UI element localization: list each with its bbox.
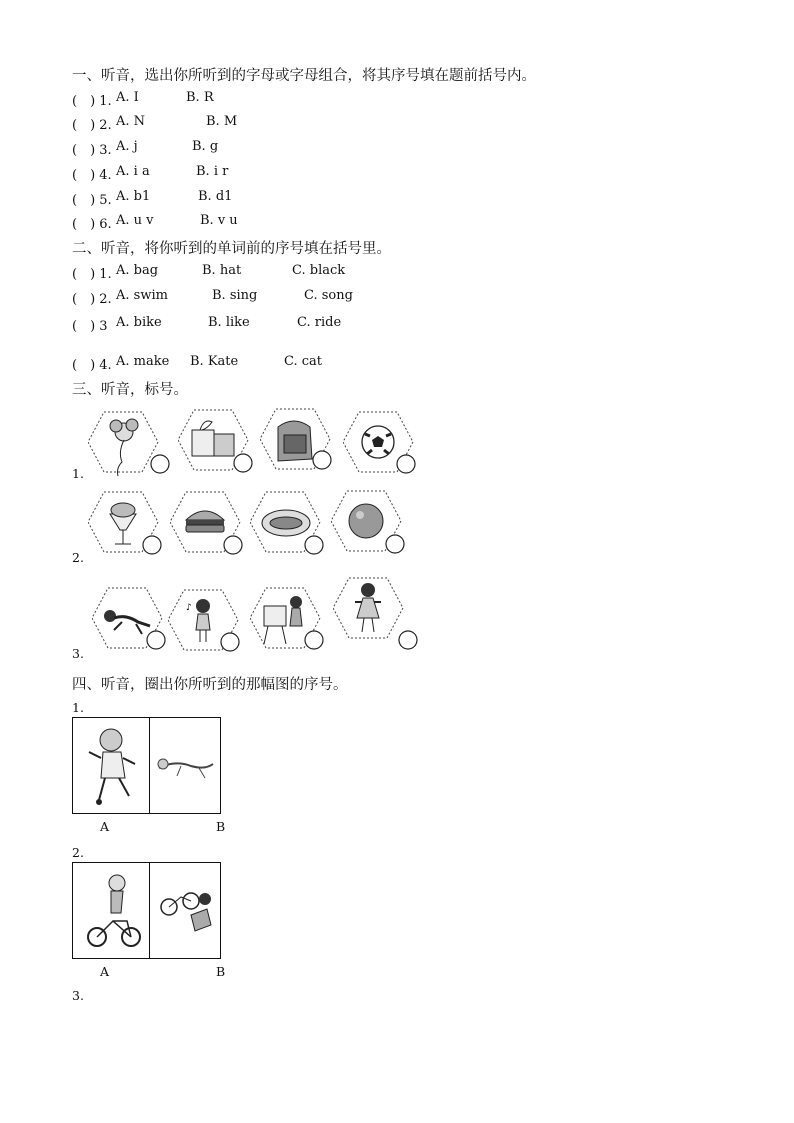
option-c: C. song [304,288,353,303]
orange-icon [331,489,391,551]
section2-title: 二、听音，将你听到的单词前的序号填在括号里。 [72,241,391,257]
item-prefix: ( ) 1. [72,267,112,282]
option-b-label: B [216,819,226,834]
section4-title: 四、听音，圈出你所听到的那幅图的序号。 [72,677,348,693]
lying-boy-icon [92,586,152,648]
item-label: 3. [72,988,84,1003]
option-a: A. bag [116,263,159,278]
painting-boy-icon [250,586,310,648]
picture-frame-1 [72,717,221,814]
option-b: B. hat [202,263,242,278]
section1-title: 一、听音，选出你所听到的字母或字母组合，将其序号填在题前括号内。 [72,68,536,84]
option-b: B. like [208,315,250,330]
gift-box-icon [178,408,238,470]
option-a-label: A [100,964,110,979]
row-label: 2. [72,550,84,565]
option-b: B. Kate [190,354,239,369]
option-a: A. N [116,114,146,129]
singing-girl-icon [168,588,228,650]
item-prefix: ( ) 6. [72,217,112,232]
picture-frame-2 [72,862,221,959]
option-a: A. I [116,90,139,105]
fish-plate-icon [250,490,310,552]
option-b: B. g [192,139,219,154]
item-prefix: ( ) 1. [72,94,112,109]
option-b: B. R [186,90,214,105]
item-label: 2. [72,845,84,860]
option-c: C. black [292,263,346,278]
option-a: A. b1 [116,189,151,204]
item-prefix: ( ) 2. [72,118,112,133]
svg-text:♪: ♪ [186,603,192,613]
option-b-label: B [216,964,226,979]
option-a: A. j [116,139,138,154]
row-label: 3. [72,646,84,661]
skater-boy-icon [81,722,145,810]
girl-on-bike-icon [83,869,145,955]
option-b: B. i r [196,164,229,179]
item-prefix: ( ) 4. [72,358,112,373]
item-prefix: ( ) 5. [72,193,112,208]
kite-icon [88,410,148,472]
item-prefix: ( ) 3 [72,319,108,334]
item-prefix: ( ) 3. [72,143,112,158]
item-prefix: ( ) 4. [72,168,112,183]
option-a: A. make [116,354,170,369]
option-b: B. d1 [198,189,233,204]
option-a: A. swim [116,288,168,303]
lying-boy-icon [155,752,217,782]
section3-title: 三、听音，标号。 [72,382,188,398]
dancing-girl-icon [333,576,393,638]
item-label: 1. [72,700,84,715]
schoolbag-icon [260,407,320,469]
row-label: 1. [72,466,84,481]
fallen-bike-icon [155,885,217,941]
ice-cream-icon [88,490,148,552]
football-icon [343,410,403,472]
option-c: C. ride [297,315,342,330]
item-prefix: ( ) 2. [72,292,112,307]
option-b: B. M [206,114,238,129]
option-b: B. sing [212,288,258,303]
option-a: A. i a [116,164,150,179]
option-a-label: A [100,819,110,834]
option-a: A. bike [116,315,162,330]
option-c: C. cat [284,354,323,369]
hamburger-icon [170,490,230,552]
option-b: B. v u [200,213,238,228]
option-a: A. u v [116,213,154,228]
